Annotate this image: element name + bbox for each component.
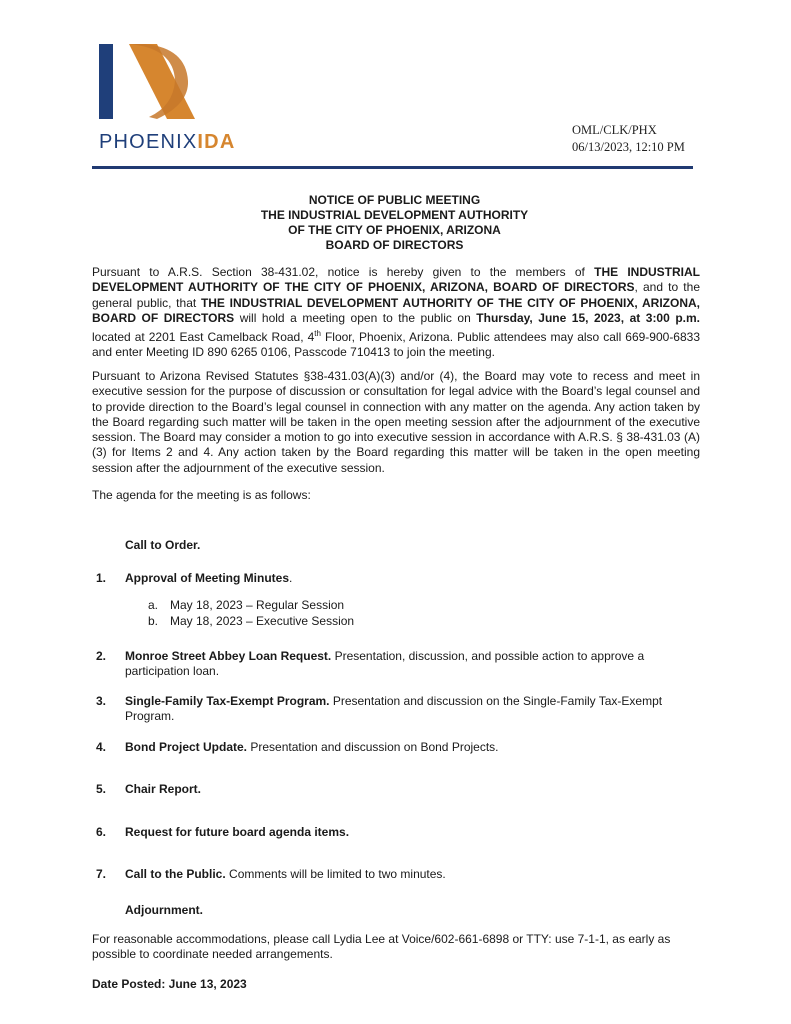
item-6: Request for future board agenda items. bbox=[125, 825, 350, 839]
item-6-number: 6. bbox=[96, 825, 107, 839]
item-5-number: 5. bbox=[96, 782, 107, 796]
title-line-1: NOTICE OF PUBLIC MEETING bbox=[308, 193, 481, 207]
notice-paragraph: Pursuant to A.R.S. Section 38-431.02, notice is hereby given to the members of THE INDUSTRIAL DEVELOPMENT AUTHORITY OF THE CITY OF PHOENIX, ARIZONA, BOARD OF DIRECTORS, and to the general public, that THE INDUSTRIAL DEVELOPMENT AUTHORITY OF THE CITY OF PHOENIX, ARIZONA, BOARD OF DIRECTORS will hold a meeting open to the public on Thursday, June 15, 2023, at 3:00 p.m. located at 2201 East Camelback Road, 4th Floor, Phoenix, Arizona. Public attendees may also call 669-900-6833 and enter Meeting ID 890 6265 0106, Passcode 710413 to join the meeting. bbox=[92, 265, 701, 360]
stamp-line-2: 06/13/2023, 12:10 PM bbox=[572, 140, 685, 154]
header-divider bbox=[92, 166, 693, 169]
title-line-2: THE INDUSTRIAL DEVELOPMENT AUTHORITY bbox=[260, 208, 529, 222]
call-to-order: Call to Order. bbox=[125, 538, 201, 552]
item-1-sub-a: a. May 18, 2023 – Regular Session bbox=[148, 598, 345, 612]
item-5: Chair Report. bbox=[125, 782, 202, 796]
stamp-line-1: OML/CLK/PHX bbox=[572, 123, 657, 137]
item-1: Approval of Meeting Minutes. bbox=[125, 571, 293, 585]
item-4: Bond Project Update. Presentation and discussion on Bond Projects. bbox=[125, 740, 499, 754]
item-7: Call to the Public. Comments will be limited to two minutes. bbox=[125, 867, 446, 881]
item-2: Monroe Street Abbey Loan Request. Presentation, discussion, and possible action to approve a participation loan. bbox=[125, 649, 645, 679]
item-3: Single-Family Tax-Exempt Program. Presentation and discussion on the Single-Family Tax-Exempt Program. bbox=[125, 694, 663, 724]
accommodations-note: For reasonable accommodations, please call Lydia Lee at Voice/602-661-6898 or TTY: use 7-1-1, as early as possible to coordinate needed arrangements. bbox=[92, 932, 671, 962]
executive-session-paragraph: Pursuant to Arizona Revised Statutes §38-431.03(A)(3) and/or (4), the Board may vote to recess and meet in executive session for the purpose of discussion or consultation for legal advice with the Board’s legal counsel and to provide direction to the Board’s legal counsel in connection with any matter on the agenda. Any action taken by the Board regarding such matter will be taken in the open meeting session after the adjournment of the executive session. The Board may consider a motion to go into executive session in accordance with A.R.S. § 38-431.03 (A)(3) for Items 2 and 4. Any action taken by the Board regarding this matter will be taken in the open meeting session after the adjournment of the executive session. bbox=[92, 369, 700, 475]
item-4-number: 4. bbox=[96, 740, 107, 754]
phoenix-ida-logo bbox=[99, 44, 249, 154]
agenda-intro: The agenda for the meeting is as follows: bbox=[92, 488, 311, 502]
notice-title bbox=[92, 193, 697, 253]
title-line-3: OF THE CITY OF PHOENIX, ARIZONA bbox=[288, 223, 501, 237]
adjournment: Adjournment. bbox=[125, 903, 203, 917]
item-7-number: 7. bbox=[96, 867, 107, 881]
item-3-number: 3. bbox=[96, 694, 107, 708]
item-2-number: 2. bbox=[96, 649, 107, 663]
title-line-4: BOARD OF DIRECTORS bbox=[325, 238, 464, 252]
date-posted: Date Posted: June 13, 2023 bbox=[92, 977, 247, 991]
item-1-sub-b: b. May 18, 2023 – Executive Session bbox=[148, 614, 355, 628]
logo-wordmark: PHOENIXIDA bbox=[99, 131, 236, 153]
clerk-stamp bbox=[572, 122, 685, 156]
logo-mark-icon bbox=[99, 44, 195, 122]
item-1-number: 1. bbox=[96, 571, 107, 585]
